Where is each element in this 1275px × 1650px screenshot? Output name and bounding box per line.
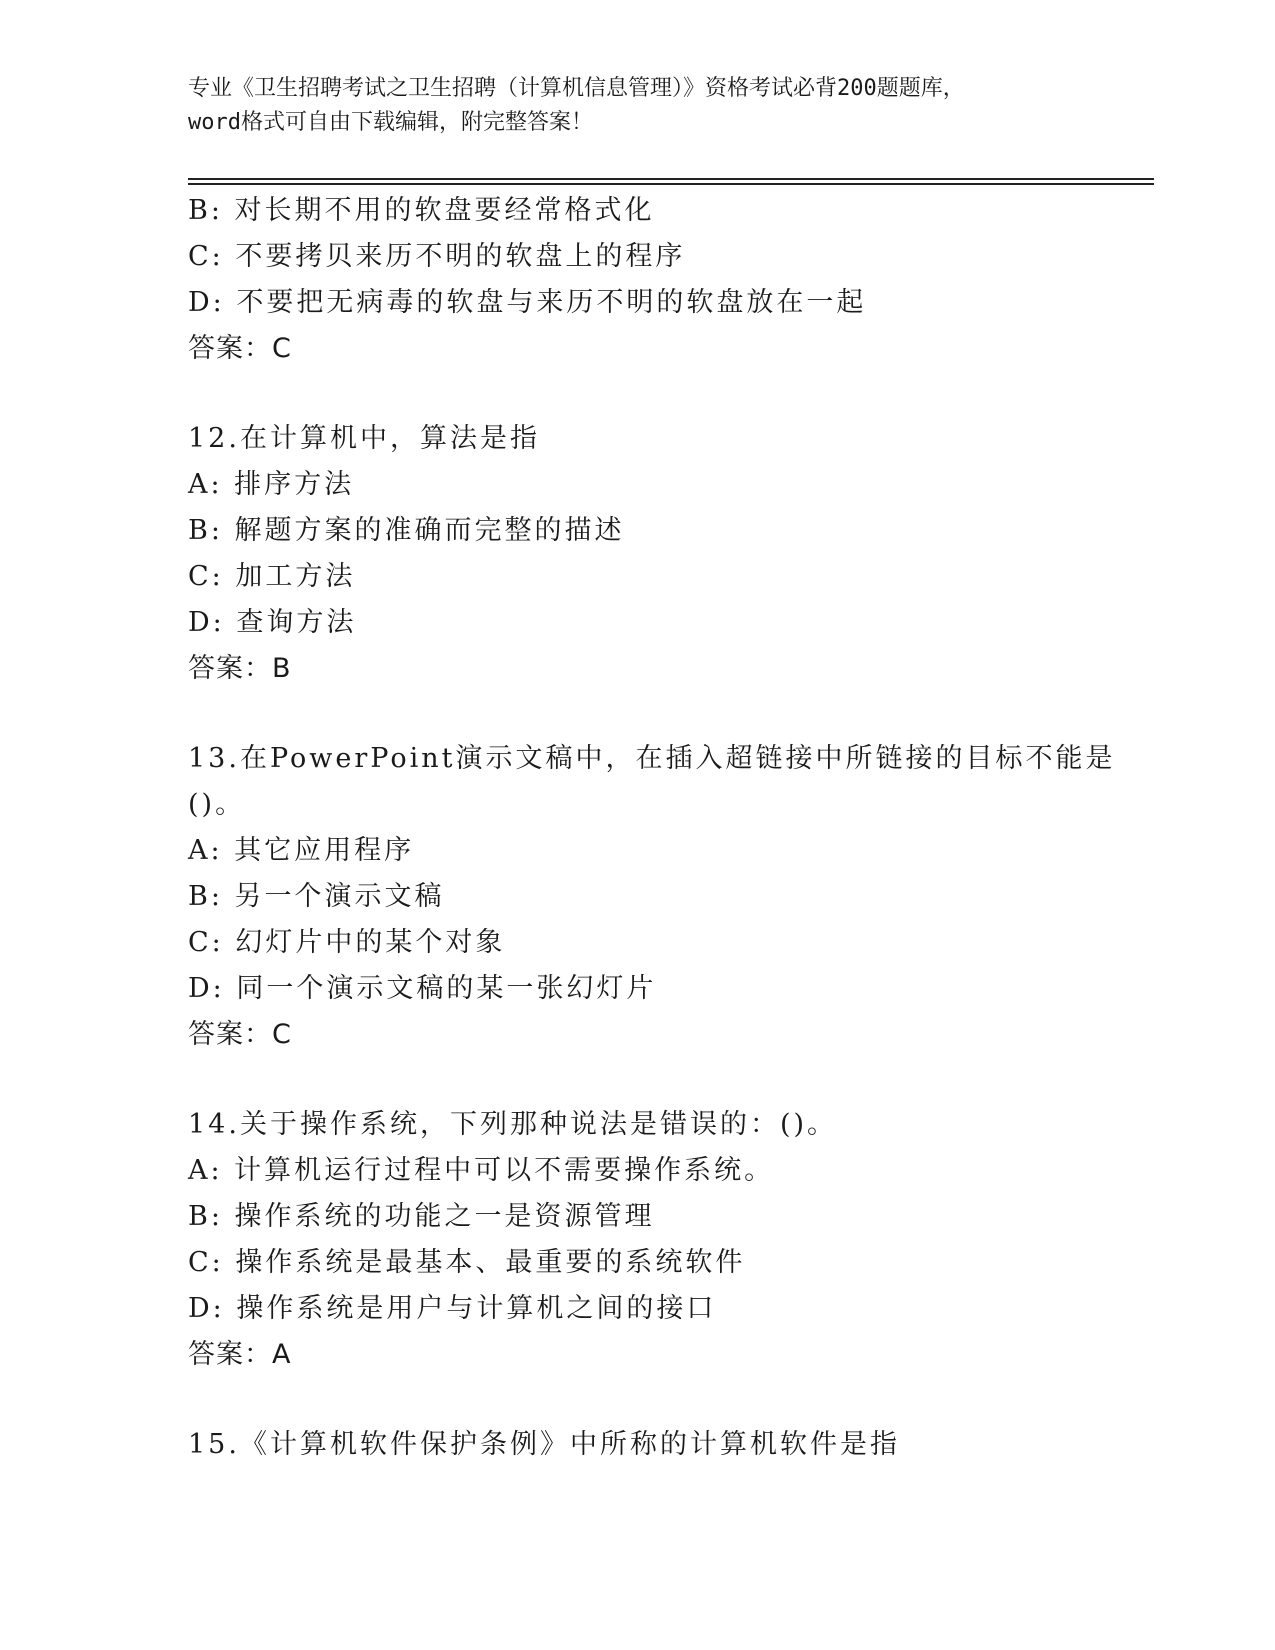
- answer-label: 答案：C: [188, 333, 292, 364]
- question-stem-continued: ()。: [188, 789, 246, 820]
- option-c: C: 操作系统是最基本、最重要的系统软件: [188, 1247, 746, 1278]
- question-stem: 13.在PowerPoint演示文稿中，在插入超链接中所链接的目标不能是: [188, 743, 1116, 774]
- question-13: [188, 736, 1148, 1058]
- answer-label: 答案：A: [188, 1339, 292, 1370]
- answer-label: 答案：B: [188, 653, 292, 684]
- question-12: [188, 416, 1148, 692]
- spacer: [188, 692, 1148, 736]
- header-title-line-1: 专业《卫生招聘考试之卫生招聘（计算机信息管理）》资格考试必背200题题库，: [188, 76, 965, 101]
- option-c: C: 不要拷贝来历不明的软盘上的程序: [188, 241, 686, 272]
- option-b: B: 操作系统的功能之一是资源管理: [188, 1201, 655, 1232]
- header-divider-bottom: [188, 183, 1154, 185]
- question-15: [188, 1422, 1148, 1468]
- option-c: C: 幻灯片中的某个对象: [188, 927, 506, 958]
- spacer: [188, 1058, 1148, 1102]
- option-b: B: 解题方案的准确而完整的描述: [188, 515, 625, 546]
- option-a: A: 计算机运行过程中可以不需要操作系统。: [188, 1155, 775, 1186]
- document-header: [188, 72, 1088, 140]
- option-a: A: 其它应用程序: [188, 835, 415, 866]
- question-list: [188, 188, 1148, 1468]
- option-d: D: 操作系统是用户与计算机之间的接口: [188, 1293, 717, 1324]
- question-stem: 15.《计算机软件保护条例》中所称的计算机软件是指: [188, 1429, 900, 1460]
- option-b: B: 对长期不用的软盘要经常格式化: [188, 195, 655, 226]
- header-title-line-2: word格式可自由下载编辑，附完整答案！: [188, 110, 593, 135]
- option-d: D: 不要把无病毒的软盘与来历不明的软盘放在一起: [188, 287, 867, 318]
- spacer: [188, 1378, 1148, 1422]
- option-c: C: 加工方法: [188, 561, 356, 592]
- question-stem: 14.关于操作系统，下列那种说法是错误的：()。: [188, 1109, 838, 1140]
- question-11-partial: [188, 188, 1148, 372]
- header-divider-top: [188, 178, 1154, 180]
- answer-label: 答案：C: [188, 1019, 292, 1050]
- spacer: [188, 372, 1148, 416]
- option-d: D: 同一个演示文稿的某一张幻灯片: [188, 973, 657, 1004]
- option-b: B: 另一个演示文稿: [188, 881, 445, 912]
- question-stem: 12.在计算机中，算法是指: [188, 423, 540, 454]
- option-a: A: 排序方法: [188, 469, 355, 500]
- question-14: [188, 1102, 1148, 1378]
- option-d: D: 查询方法: [188, 607, 357, 638]
